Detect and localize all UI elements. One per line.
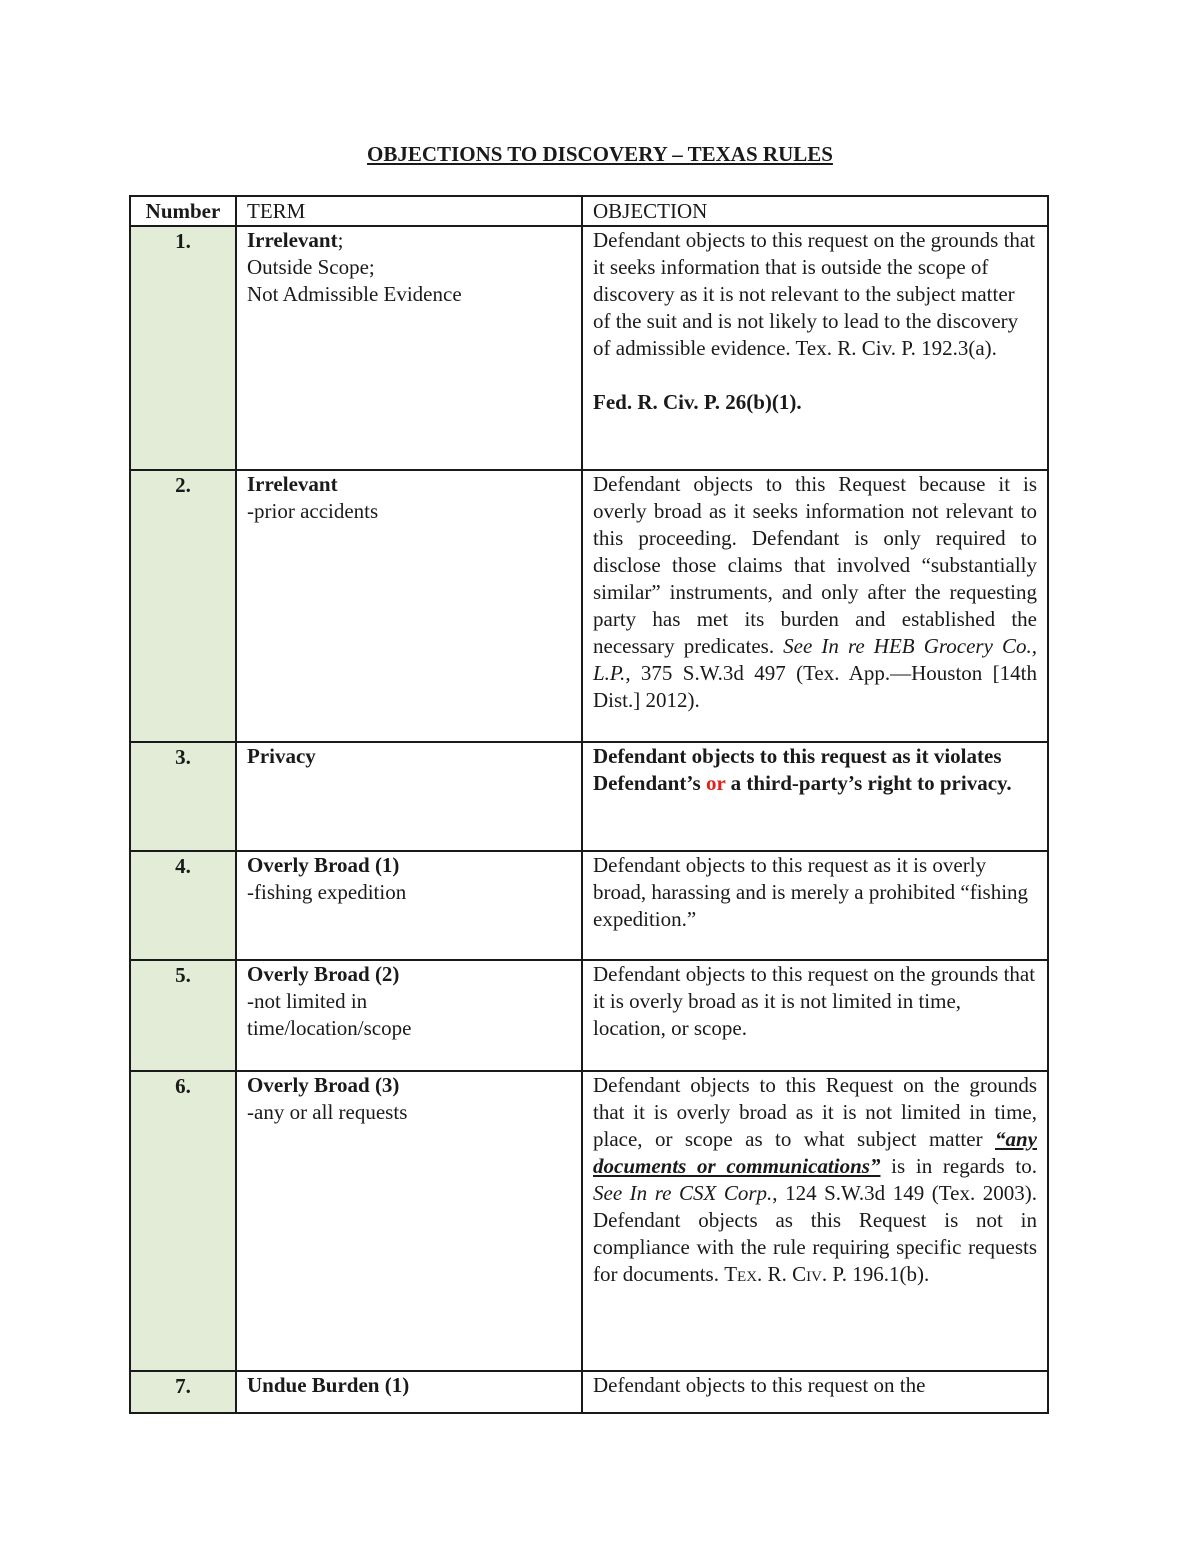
- row-term: [236, 851, 582, 960]
- row-objection: [582, 742, 1048, 851]
- table-row: [130, 851, 1048, 960]
- row-objection: [582, 1371, 1048, 1413]
- row-number: 7.: [130, 1371, 236, 1413]
- term-suffix: ;: [337, 228, 344, 252]
- term-line: Outside Scope;: [247, 255, 375, 279]
- row-number: 5.: [130, 960, 236, 1071]
- row-number: 4.: [130, 851, 236, 960]
- objection-text-end: a third-party’s right to privacy.: [725, 771, 1012, 795]
- objection-text: Defendant objects to this request as it violates Defendant’s: [593, 744, 1002, 795]
- case-citation: , 124 S.W.3d 149 (Tex. 2003). Defendant objects as this Request is not in compliance with the rule requiring specific requests for documents.: [593, 1181, 1037, 1286]
- table-header-row: [130, 196, 1048, 226]
- objection-text: Defendant objects to this request as it is overly broad, harassing and is merely a prohibited “fishing expedition.”: [593, 853, 1029, 931]
- term-line: time/location/scope: [247, 1016, 412, 1040]
- row-number: 1.: [130, 226, 236, 470]
- objections-table: [129, 195, 1049, 1414]
- row-term: [236, 742, 582, 851]
- term-line: Not Admissible Evidence: [247, 282, 462, 306]
- objection-text: Defendant objects to this Request because it is overly broad as it seeks information not relevant to this proceeding. Defendant is only required to disclose those claims that involved “substantially similar” instruments, and only after the requesting party has met its burden and established the necessary predicates.: [593, 472, 1037, 658]
- row-objection: [582, 960, 1048, 1071]
- objection-text: Defendant objects to this request on the: [593, 1373, 926, 1397]
- term-title: Undue Burden (1): [247, 1373, 410, 1397]
- term-line: -any or all requests: [247, 1100, 408, 1124]
- row-number: 2.: [130, 470, 236, 742]
- header-number: Number: [130, 196, 236, 226]
- header-term: TERM: [236, 196, 582, 226]
- emphasized-phrase: “any documents or communications”: [593, 1127, 1037, 1178]
- term-title: Irrelevant: [247, 228, 338, 252]
- table-row: [130, 470, 1048, 742]
- term-title: Irrelevant: [247, 472, 338, 496]
- row-objection: [582, 851, 1048, 960]
- row-term: [236, 1371, 582, 1413]
- term-title: Privacy: [247, 744, 316, 768]
- case-name: In re HEB Grocery Co., L.P.: [593, 634, 1037, 685]
- rule-number: 196.1(b).: [847, 1262, 930, 1286]
- table-row: [130, 960, 1048, 1071]
- table-row: [130, 226, 1048, 470]
- page-title: OBJECTIONS TO DISCOVERY – TEXAS RULES: [367, 142, 833, 166]
- term-title: Overly Broad (1): [247, 853, 400, 877]
- row-objection: [582, 226, 1048, 470]
- table-row: [130, 1071, 1048, 1371]
- objection-text: Defendant objects to this request on the grounds that it is overly broad as it is not limited in time, location, or scope.: [593, 962, 1036, 1040]
- row-term: [236, 960, 582, 1071]
- highlighted-word: or: [705, 771, 726, 795]
- header-objection: OBJECTION: [582, 196, 1048, 226]
- row-number: 6.: [130, 1071, 236, 1371]
- term-line: -fishing expedition: [247, 880, 407, 904]
- term-title: Overly Broad (3): [247, 1073, 400, 1097]
- objection-text: Defendant objects to this request on the grounds that it seeks information that is outside the scope of discovery as it is not relevant to the subject matter of the suit and is not likely to lead to the discovery of admissible evidence. Tex. R. Civ. P. 192.3(a).: [593, 228, 1036, 360]
- table-row: [130, 1371, 1048, 1413]
- citation-signal: See: [783, 634, 813, 658]
- objection-text-mid: is in regards to.: [880, 1154, 1037, 1178]
- case-name: See In re CSX Corp.: [593, 1181, 773, 1205]
- rule-citation: Tex. R. Civ. P.: [724, 1262, 847, 1286]
- row-term: [236, 470, 582, 742]
- row-number: 3.: [130, 742, 236, 851]
- term-line: -prior accidents: [247, 499, 379, 523]
- row-objection: [582, 470, 1048, 742]
- row-term: [236, 1071, 582, 1371]
- table-row: [130, 742, 1048, 851]
- objection-text: Defendant objects to this Request on the grounds that it is overly broad as it is not limited in time, place, or scope as to what subject matter: [593, 1073, 1037, 1151]
- row-objection: [582, 1071, 1048, 1371]
- row-term: [236, 226, 582, 470]
- term-line: -not limited in: [247, 989, 368, 1013]
- objection-federal-rule: Fed. R. Civ. P. 26(b)(1).: [593, 390, 802, 414]
- case-citation: , 375 S.W.3d 497 (Tex. App.—Houston [14th Dist.] 2012).: [593, 661, 1037, 712]
- term-title: Overly Broad (2): [247, 962, 400, 986]
